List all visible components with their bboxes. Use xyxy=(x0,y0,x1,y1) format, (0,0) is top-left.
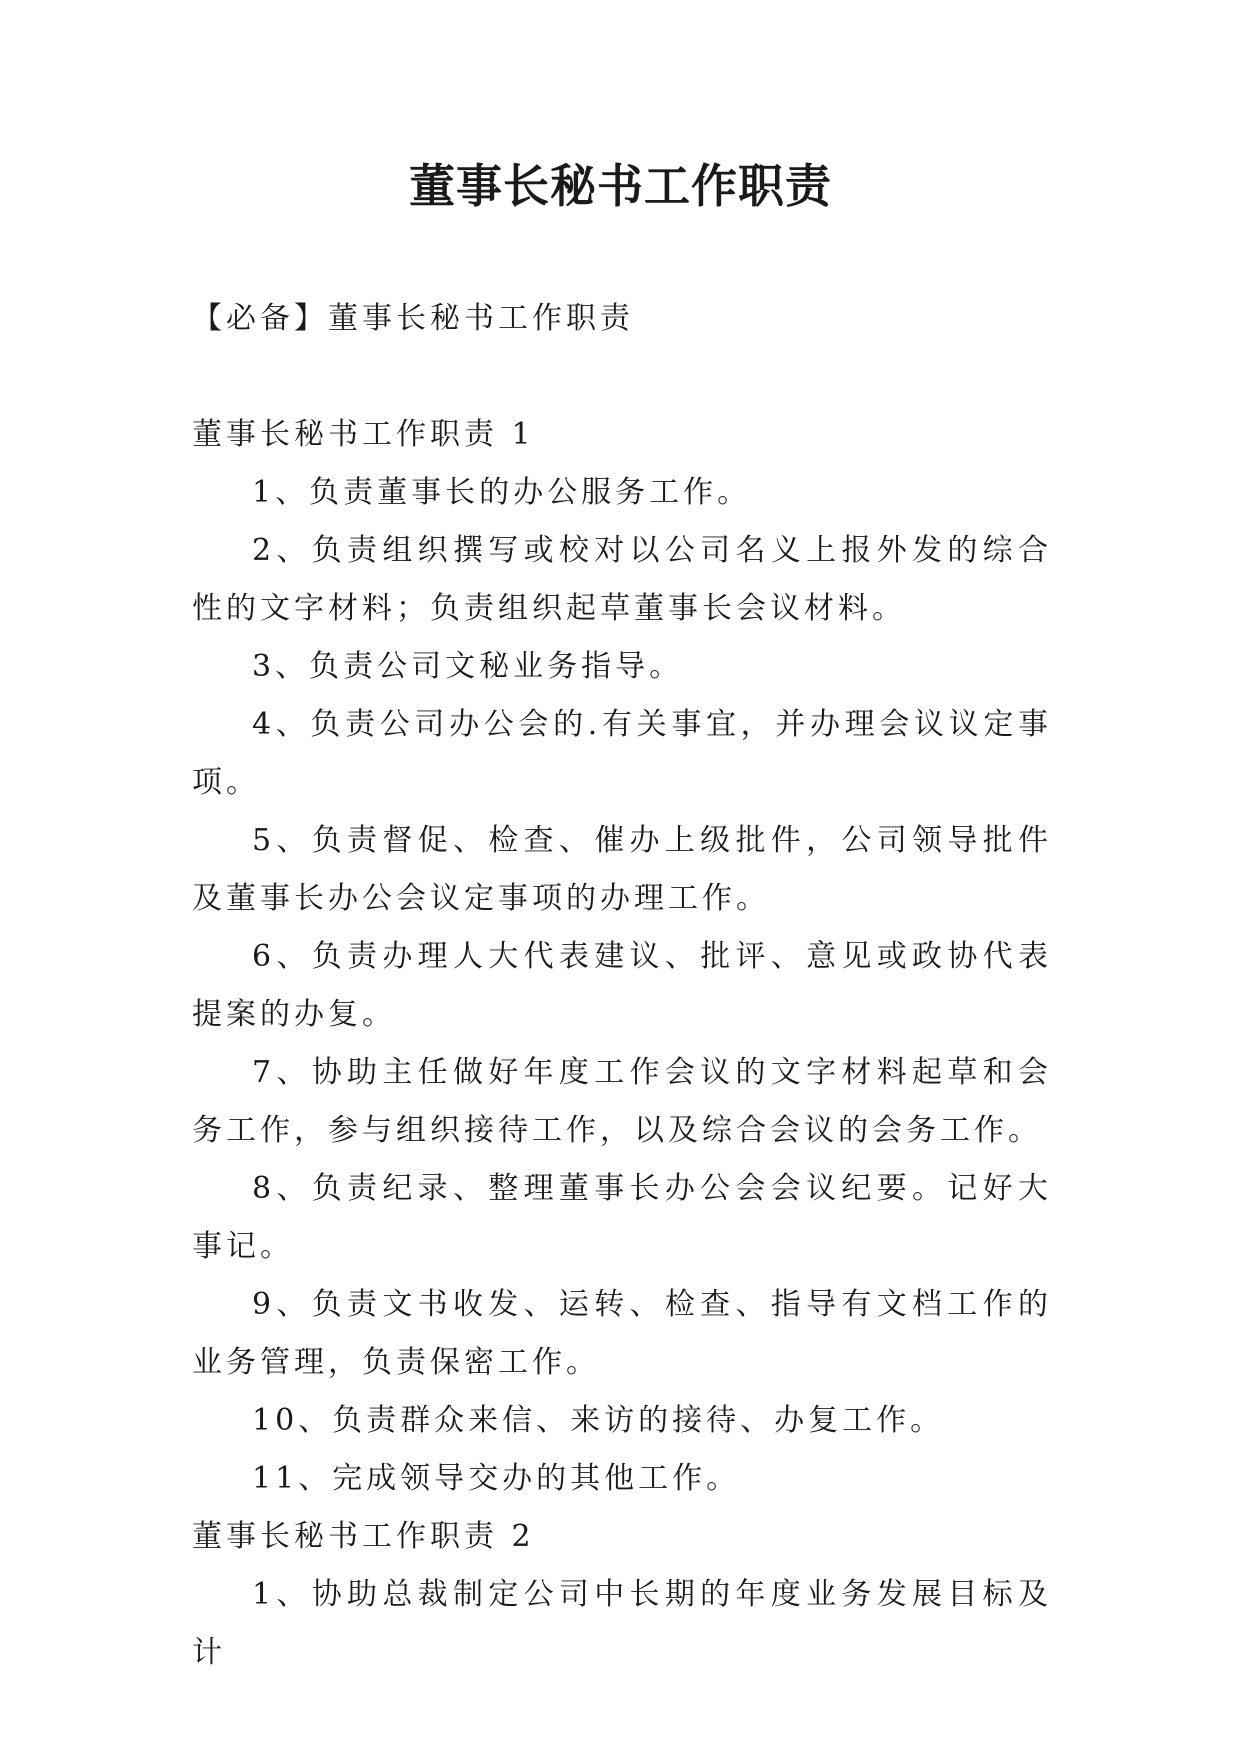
duty-item: 6、负责办理人大代表建议、批评、意见或政协代表提案的办复。 xyxy=(192,939,1052,1032)
duty-item: 11、完成领导交办的其他工作。 xyxy=(252,1461,741,1496)
duty-item: 1、协助总裁制定公司中长期的年度业务发展目标及计 xyxy=(192,1577,1052,1670)
duty-item: 4、负责公司办公会的.有关事宜，并办理会议议定事项。 xyxy=(192,707,1052,800)
section-heading-2: 董事长秘书工作职责 2 xyxy=(192,1519,535,1554)
document-title: 董事长秘书工作职责 xyxy=(409,159,832,213)
duty-item: 8、负责纪录、整理董事长办公会会议纪要。记好大事记。 xyxy=(192,1171,1052,1264)
duty-item: 5、负责督促、检查、催办上级批件，公司领导批件及董事长办公会议定事项的办理工作。 xyxy=(192,823,1052,916)
duty-item: 2、负责组织撰写或校对以公司名义上报外发的综合性的文字材料；负责组织起草董事长会议材料。 xyxy=(192,533,1052,626)
duty-item: 3、负责公司文秘业务指导。 xyxy=(252,649,684,684)
document-body xyxy=(192,290,1052,1682)
duty-item: 9、负责文书收发、运转、检查、指导有文档工作的业务管理，负责保密工作。 xyxy=(192,1287,1052,1380)
document-subtitle: 【必备】董事长秘书工作职责 xyxy=(192,301,634,336)
duty-item: 10、负责群众来信、来访的接待、办复工作。 xyxy=(252,1403,945,1438)
duty-item: 1、负责董事长的办公服务工作。 xyxy=(252,475,752,510)
section-heading-1: 董事长秘书工作职责 1 xyxy=(192,417,535,452)
duty-item: 7、协助主任做好年度工作会议的文字材料起草和会务工作，参与组织接待工作，以及综合会议的会务工作。 xyxy=(192,1055,1052,1148)
